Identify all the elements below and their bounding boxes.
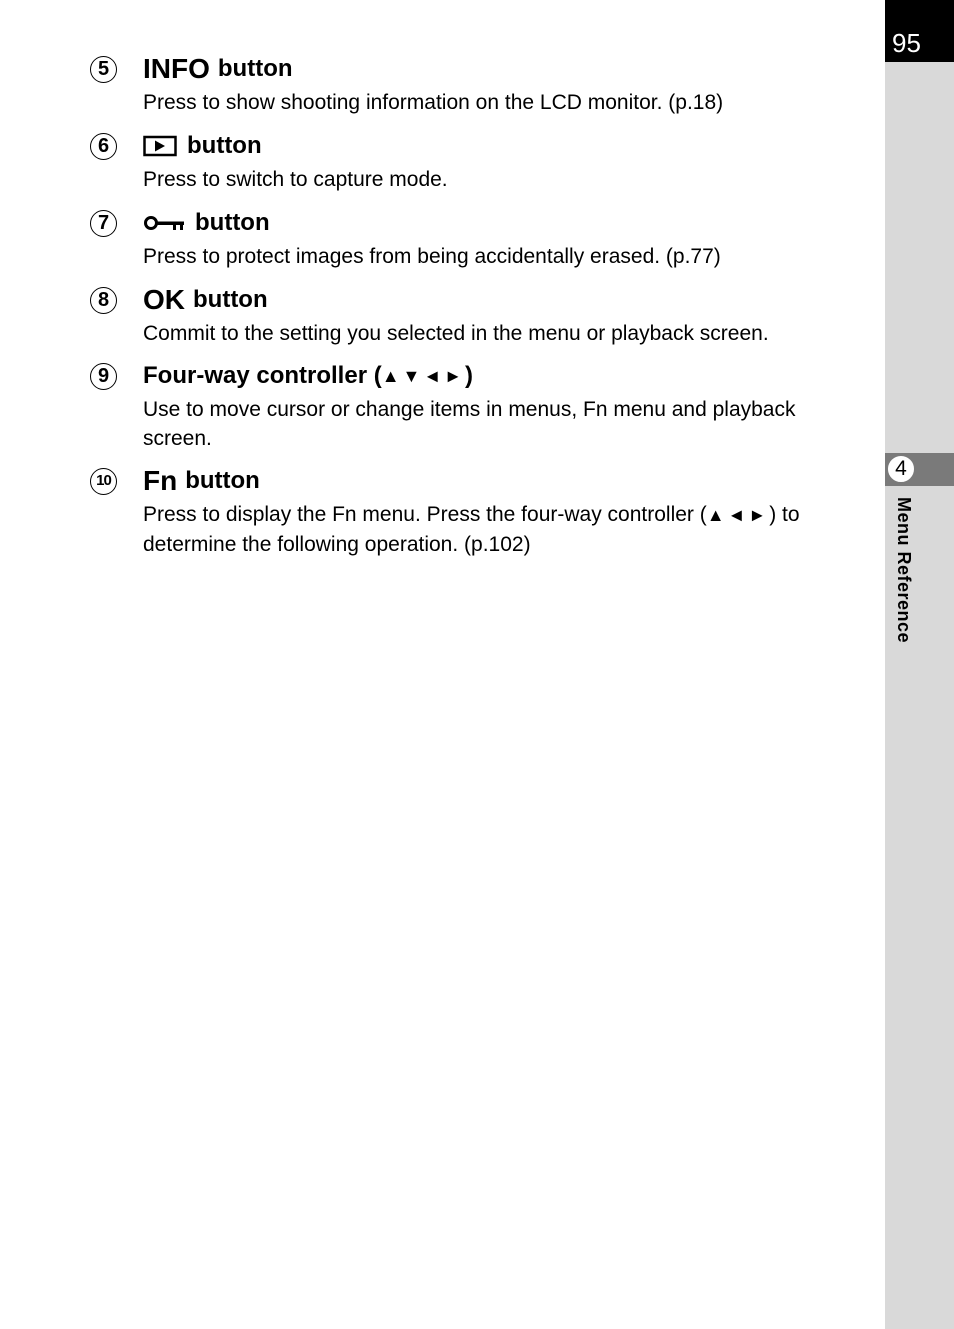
page-number: 95 xyxy=(885,0,954,62)
heading-text: button xyxy=(195,209,270,236)
item-number: 9 xyxy=(90,363,117,390)
item-description: Press to show shooting information on the LCD monitor. (p.18) xyxy=(143,91,724,114)
arrow-icons: ▲◄► xyxy=(706,505,770,525)
description-part: ) to determine the following operation. (p.102) xyxy=(143,503,800,556)
item-heading xyxy=(143,361,473,391)
chapter-title: Menu Reference xyxy=(894,497,914,644)
item-heading xyxy=(143,208,270,238)
heading-end: ) xyxy=(464,362,473,389)
item-description xyxy=(143,500,863,559)
protect-key-icon xyxy=(143,213,185,233)
ok-label: OK xyxy=(143,284,185,315)
description-part: Press to display the Fn menu. Press the four-way controller ( xyxy=(143,503,707,526)
sidebar xyxy=(885,0,954,1329)
heading-text: button xyxy=(187,132,262,159)
heading-text: Four-way controller ( xyxy=(143,362,382,389)
item-heading xyxy=(143,466,260,496)
info-label: INFO xyxy=(143,53,210,84)
item-heading xyxy=(143,54,293,84)
playback-icon xyxy=(143,135,177,157)
item-number: 10 xyxy=(90,468,117,495)
fn-label: Fn xyxy=(143,465,178,496)
heading-text: button xyxy=(193,286,268,313)
item-number: 7 xyxy=(90,210,117,237)
item-heading xyxy=(143,285,268,315)
arrow-icons: ▲▼◄► xyxy=(381,366,465,386)
heading-text: button xyxy=(217,55,293,82)
item-number: 6 xyxy=(90,133,117,160)
item-description: Press to protect images from being accidentally erased. (p.77) xyxy=(143,245,721,268)
chapter-number: 4 xyxy=(887,455,915,483)
heading-text: button xyxy=(185,467,260,494)
item-description: Press to switch to capture mode. xyxy=(143,168,448,191)
item-number: 8 xyxy=(90,287,117,314)
item-description: Use to move cursor or change items in menus, Fn menu and playback screen. xyxy=(143,398,796,450)
item-description: Commit to the setting you selected in the menu or playback screen. xyxy=(143,322,769,345)
item-heading xyxy=(143,131,262,161)
item-number: 5 xyxy=(90,56,117,83)
